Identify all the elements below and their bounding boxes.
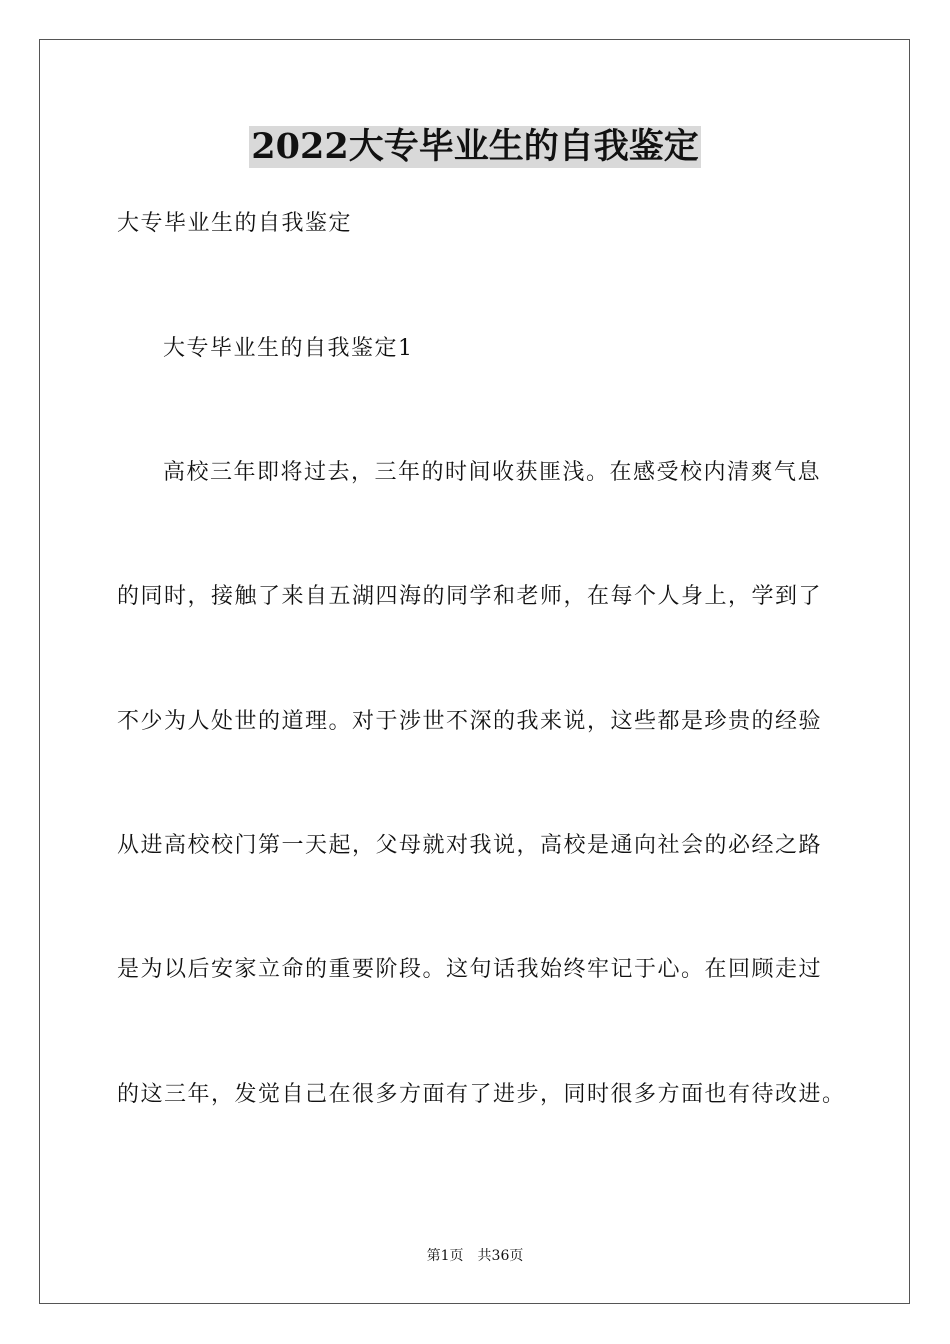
document-title: 2022大专毕业生的自我鉴定 (251, 126, 699, 167)
body-line-6: 的这三年，发觉自己在很多方面有了进步，同时很多方面也有待改进。 (117, 1082, 846, 1107)
body-line-3: 不少为人处世的道理。对于涉世不深的我来说，这些都是珍贵的经验 (117, 709, 823, 734)
body-line-5: 是为以后安家立命的重要阶段。这句话我始终牢记于心。在回顾走过 (117, 957, 823, 982)
body-line-4: 从进高校校门第一天起，父母就对我说，高校是通向社会的必经之路 (117, 833, 823, 858)
page-number: 第1页 (426, 1248, 464, 1264)
document-subtitle: 大专毕业生的自我鉴定 (117, 211, 353, 236)
page-footer (0, 1246, 950, 1266)
title-container (0, 126, 950, 168)
body-line-1: 高校三年即将过去，三年的时间收获匪浅。在感受校内清爽气息 (163, 460, 822, 485)
section-heading: 大专毕业生的自我鉴定1 (163, 336, 414, 361)
page-total: 共36页 (477, 1248, 524, 1264)
body-line-2: 的同时，接触了来自五湖四海的同学和老师，在每个人身上，学到了 (117, 584, 823, 609)
